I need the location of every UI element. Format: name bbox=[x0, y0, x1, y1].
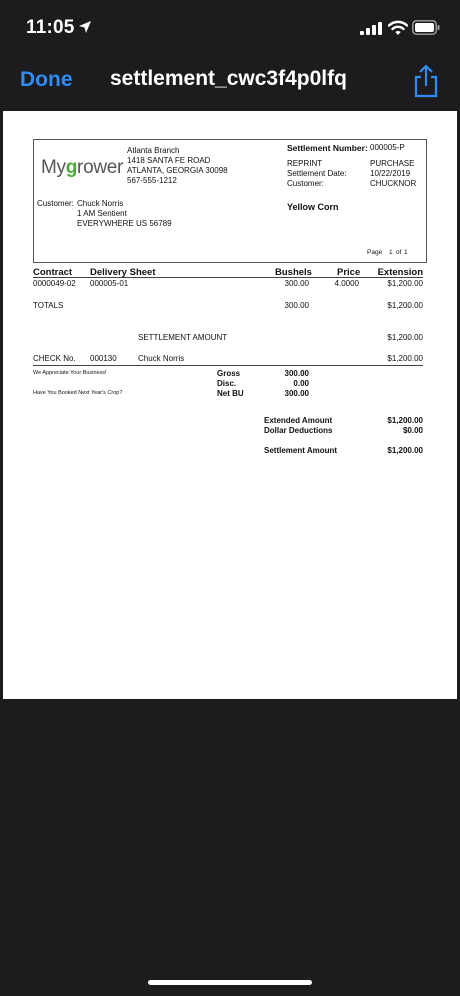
header-rule bbox=[33, 277, 423, 278]
customer-label-right: Customer: bbox=[287, 179, 324, 188]
branch-phone: 567-555-1212 bbox=[127, 176, 177, 185]
location-arrow-icon bbox=[78, 20, 92, 34]
col-price: Price bbox=[337, 267, 361, 278]
reprint-label: REPRINT bbox=[287, 159, 323, 168]
settlement-date: 10/22/2019 bbox=[370, 169, 411, 178]
battery-icon bbox=[412, 20, 440, 35]
totals-bushels: 300.00 bbox=[284, 301, 309, 310]
settlement-number-label: Settlement Number: bbox=[287, 143, 368, 153]
totals-extension: $1,200.00 bbox=[387, 301, 423, 310]
col-delivery-sheet: Delivery Sheet bbox=[90, 267, 156, 278]
check-label: CHECK No. bbox=[33, 354, 76, 363]
dollar-deductions-label: Dollar Deductions bbox=[264, 426, 333, 435]
message-appreciate: We Appreciate Your Business! bbox=[33, 370, 107, 376]
settlement-date-label: Settlement Date: bbox=[287, 169, 347, 178]
final-settlement-value: $1,200.00 bbox=[387, 446, 423, 455]
row-price: 4.0000 bbox=[334, 279, 359, 288]
home-indicator[interactable] bbox=[148, 980, 312, 985]
gross-label: Gross bbox=[217, 369, 241, 378]
page-label: Page bbox=[367, 249, 383, 256]
wifi-icon bbox=[388, 20, 408, 36]
row-extension: $1,200.00 bbox=[387, 279, 423, 288]
row-contract: 0000049-02 bbox=[33, 279, 76, 288]
col-bushels: Bushels bbox=[275, 267, 312, 278]
totals-label: TOTALS bbox=[33, 301, 64, 310]
extended-amount-value: $1,200.00 bbox=[387, 416, 423, 425]
page-number: 1 bbox=[389, 249, 393, 256]
done-button[interactable]: Done bbox=[20, 68, 73, 91]
commodity: Yellow Corn bbox=[287, 202, 339, 212]
net-bu-label: Net BU bbox=[217, 389, 244, 398]
branch-address2: ATLANTA, GEORGIA 30098 bbox=[127, 166, 228, 175]
settlement-amount-value: $1,200.00 bbox=[387, 333, 423, 342]
dollar-deductions-value: $0.00 bbox=[402, 426, 423, 435]
settlement-amount-label: SETTLEMENT AMOUNT bbox=[138, 333, 228, 342]
customer-name: Chuck Norris bbox=[77, 199, 124, 208]
message-booked: Have You Booked Next Year's Crop? bbox=[33, 390, 123, 396]
final-settlement-label: Settlement Amount bbox=[264, 446, 338, 455]
settlement-document[interactable] bbox=[3, 111, 457, 699]
page-of: of bbox=[396, 249, 402, 256]
customer-address1: 1 AM Sentient bbox=[77, 209, 127, 218]
row-delivery-sheet: 000005-01 bbox=[90, 279, 129, 288]
status-time: 11:05 bbox=[26, 17, 75, 38]
extended-amount-label: Extended Amount bbox=[264, 416, 333, 425]
customer-label: Customer: bbox=[37, 199, 74, 208]
customer-address2: EVERYWHERE US 56789 bbox=[77, 219, 172, 228]
check-rule bbox=[33, 365, 423, 366]
branch-address1: 1418 SANTA FE ROAD bbox=[127, 156, 211, 165]
check-payee: Chuck Norris bbox=[138, 354, 185, 363]
nav-bar bbox=[0, 56, 460, 108]
disc-value: 0.00 bbox=[293, 379, 309, 388]
check-number: 000130 bbox=[90, 354, 117, 363]
mygrower-logo: Mygrower bbox=[41, 157, 124, 178]
page-total: 1 bbox=[404, 249, 408, 256]
settlement-number: 000005-P bbox=[370, 143, 405, 152]
customer-code: CHUCKNOR bbox=[370, 179, 417, 188]
col-extension: Extension bbox=[377, 267, 423, 278]
purchase-label: PURCHASE bbox=[370, 159, 415, 168]
cellular-signal-icon bbox=[360, 22, 382, 35]
col-contract: Contract bbox=[33, 267, 73, 278]
row-bushels: 300.00 bbox=[284, 279, 309, 288]
check-amount: $1,200.00 bbox=[387, 354, 423, 363]
status-bar bbox=[0, 0, 460, 56]
nav-title: settlement_cwc3f4p0lfq bbox=[110, 67, 347, 90]
gross-value: 300.00 bbox=[284, 369, 309, 378]
branch-name: Atlanta Branch bbox=[127, 146, 180, 155]
share-icon[interactable] bbox=[412, 64, 440, 98]
net-bu-value: 300.00 bbox=[284, 389, 309, 398]
disc-label: Disc. bbox=[217, 379, 237, 388]
